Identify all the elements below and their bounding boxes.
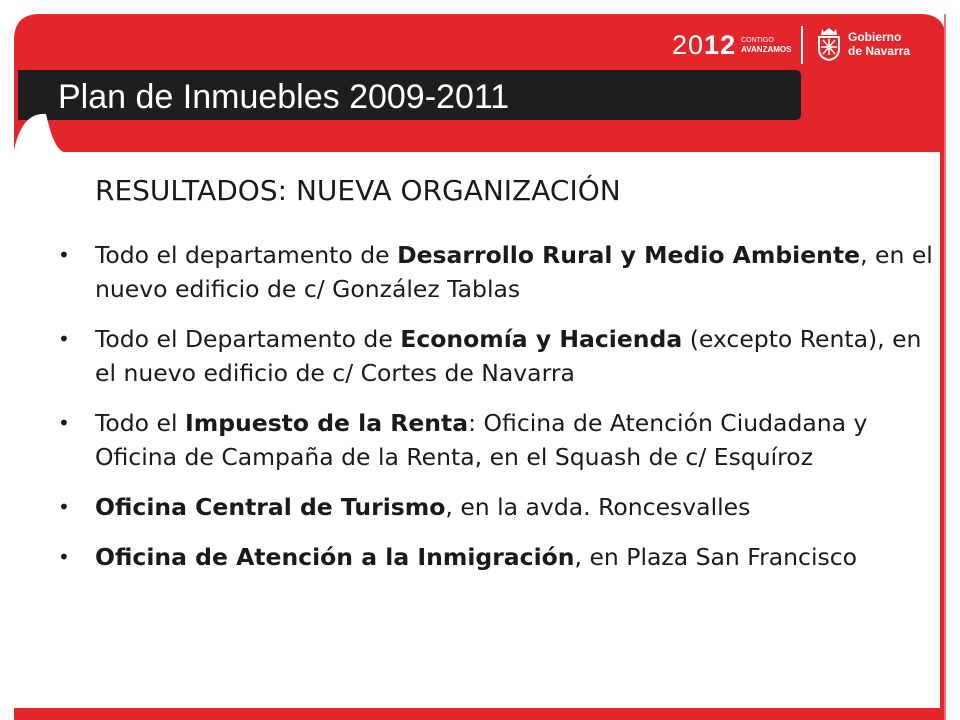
list-item: • Todo el Impuesto de la Renta: Oficina de Atención Ciudadana y Oficina de Campaña de la Renta, en el Squash de c/ Esquíroz bbox=[55, 406, 945, 474]
list-item: • Oficina Central de Turismo, en la avda. Roncesvalles bbox=[55, 490, 945, 524]
list-item: • Todo el departamento de Desarrollo Rural y Medio Ambiente, en el nuevo edificio de c/ González Tablas bbox=[55, 238, 945, 306]
bullet-icon: • bbox=[58, 327, 70, 351]
navarra-crest-icon bbox=[815, 27, 843, 61]
brand-2012-logo bbox=[672, 27, 791, 63]
bullet-icon: • bbox=[58, 545, 70, 569]
bullet-icon: • bbox=[58, 411, 70, 435]
results-list bbox=[55, 238, 945, 590]
bullet-icon: • bbox=[58, 243, 70, 267]
brand-tagline: CONTIGO AVANZAMOS bbox=[741, 36, 792, 54]
brand-year: 2012 bbox=[672, 29, 737, 60]
list-item: • Oficina de Atención a la Inmigración, en Plaza San Francisco bbox=[55, 540, 945, 574]
slide-title: Plan de Inmuebles 2009-2011 bbox=[58, 78, 510, 116]
list-item: • Todo el Departamento de Economía y Hacienda (excepto Renta), en el nuevo edificio de c/ Cortes de Navarra bbox=[55, 322, 945, 390]
bullet-icon: • bbox=[58, 495, 70, 519]
brand-separator bbox=[801, 26, 803, 64]
section-subtitle: RESULTADOS: NUEVA ORGANIZACIÓN bbox=[95, 174, 621, 207]
gobierno-de-navarra-text: Gobierno de Navarra bbox=[848, 30, 911, 58]
